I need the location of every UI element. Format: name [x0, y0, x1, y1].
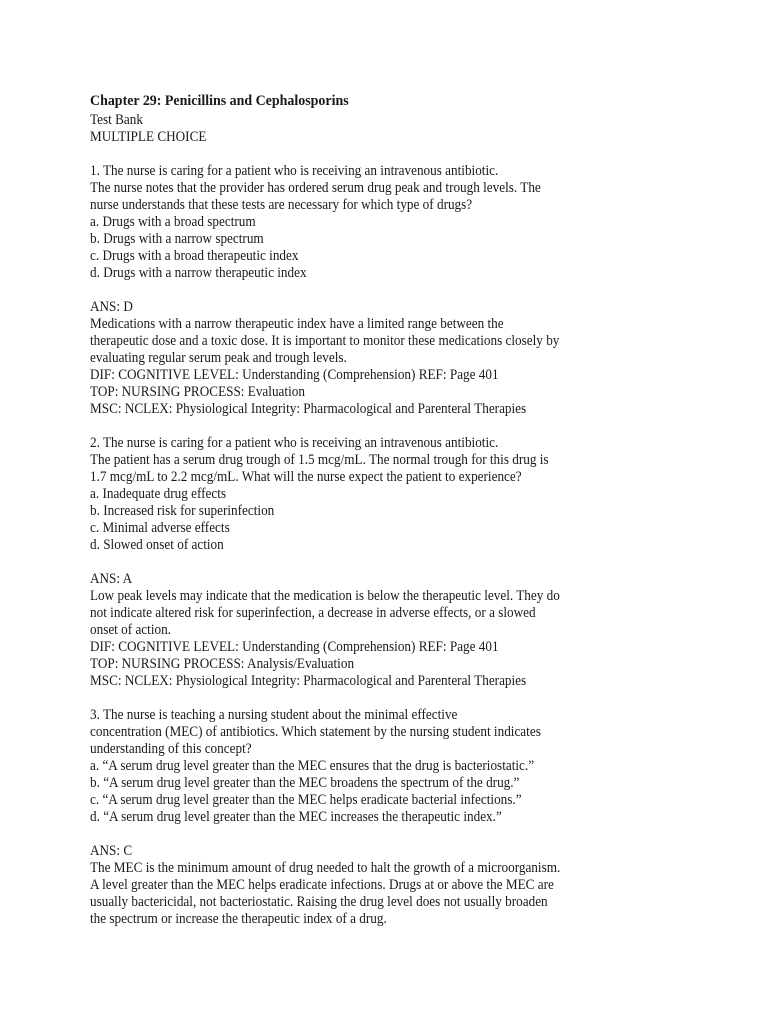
difficulty-line: DIF: COGNITIVE LEVEL: Understanding (Comprehension) REF: Page 401 [90, 639, 499, 655]
chapter-title: Chapter 29: Penicillins and Cephalosporins [90, 93, 349, 109]
rationale-line: therapeutic dose and a toxic dose. It is important to monitor these medications closely by [90, 333, 560, 349]
spacer [90, 826, 667, 843]
answer-option: a. “A serum drug level greater than the MEC ensures that the drug is bacteriostatic.” [90, 758, 535, 774]
spacer [90, 146, 667, 163]
msc-line: MSC: NCLEX: Physiological Integrity: Pharmacological and Parenteral Therapies [90, 673, 527, 689]
question-stem-line: 2. The nurse is caring for a patient who is receiving an intravenous antibiotic. [90, 435, 499, 451]
answer-option: a. Drugs with a broad spectrum [90, 214, 256, 230]
question-stem-line: 1.7 mcg/mL to 2.2 mcg/mL. What will the nurse expect the patient to experience? [90, 469, 522, 485]
question-stem-line: 3. The nurse is teaching a nursing student about the minimal effective [90, 707, 458, 723]
answer-option: b. “A serum drug level greater than the MEC broadens the spectrum of the drug.” [90, 775, 520, 791]
rationale-line: onset of action. [90, 622, 171, 638]
topic-line: TOP: NURSING PROCESS: Evaluation [90, 384, 305, 400]
question-3 [90, 707, 667, 928]
answer-option: b. Drugs with a narrow spectrum [90, 231, 264, 247]
msc-line: MSC: NCLEX: Physiological Integrity: Pharmacological and Parenteral Therapies [90, 401, 527, 417]
question-stem-line: understanding of this concept? [90, 741, 252, 757]
question-stem-line: nurse understands that these tests are necessary for which type of drugs? [90, 197, 473, 213]
rationale-line: A level greater than the MEC helps eradicate infections. Drugs at or above the MEC are [90, 877, 554, 893]
question-2 [90, 435, 667, 690]
answer-key: ANS: A [90, 571, 133, 587]
answer-option: c. Drugs with a broad therapeutic index [90, 248, 299, 264]
rationale-line: Low peak levels may indicate that the medication is below the therapeutic level. They do [90, 588, 560, 604]
answer-option: c. Minimal adverse effects [90, 520, 230, 536]
rationale-line: Medications with a narrow therapeutic index have a limited range between the [90, 316, 504, 332]
spacer [90, 554, 667, 571]
topic-line: TOP: NURSING PROCESS: Analysis/Evaluation [90, 656, 355, 672]
rationale-line: the spectrum or increase the therapeutic index of a drug. [90, 911, 387, 927]
answer-option: d. Slowed onset of action [90, 537, 224, 553]
answer-option: d. “A serum drug level greater than the MEC increases the therapeutic index.” [90, 809, 502, 825]
answer-option: d. Drugs with a narrow therapeutic index [90, 265, 307, 281]
rationale-line: evaluating regular serum peak and trough levels. [90, 350, 347, 366]
section-heading: MULTIPLE CHOICE [90, 129, 207, 145]
document-page [90, 93, 667, 928]
answer-option: a. Inadequate drug effects [90, 486, 227, 502]
question-stem-line: 1. The nurse is caring for a patient who is receiving an intravenous antibiotic. [90, 163, 499, 179]
spacer [90, 418, 667, 435]
question-1 [90, 163, 667, 418]
answer-option: b. Increased risk for superinfection [90, 503, 275, 519]
rationale-line: The MEC is the minimum amount of drug needed to halt the growth of a microorganism. [90, 860, 561, 876]
rationale-line: not indicate altered risk for superinfection, a decrease in adverse effects, or a slowed [90, 605, 536, 621]
answer-key: ANS: C [90, 843, 133, 859]
rationale-line: usually bactericidal, not bacteriostatic. Raising the drug level does not usually broaden [90, 894, 548, 910]
question-stem-line: concentration (MEC) of antibiotics. Which statement by the nursing student indicates [90, 724, 541, 740]
answer-key: ANS: D [90, 299, 133, 315]
spacer [90, 282, 667, 299]
subtitle: Test Bank [90, 112, 143, 128]
answer-option: c. “A serum drug level greater than the MEC helps eradicate bacterial infections.” [90, 792, 522, 808]
spacer [90, 690, 667, 707]
difficulty-line: DIF: COGNITIVE LEVEL: Understanding (Comprehension) REF: Page 401 [90, 367, 499, 383]
question-stem-line: The nurse notes that the provider has ordered serum drug peak and trough levels. The [90, 180, 541, 196]
question-stem-line: The patient has a serum drug trough of 1.5 mcg/mL. The normal trough for this drug is [90, 452, 549, 468]
